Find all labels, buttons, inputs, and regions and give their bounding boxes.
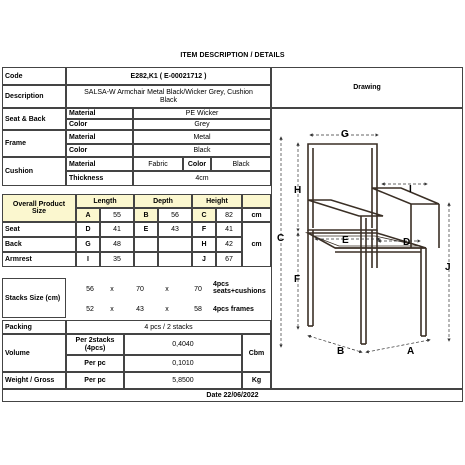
stack-r1-x2: x <box>165 285 169 293</box>
dim-H-letter: H <box>192 237 216 252</box>
cushion-thickness-label: Thickness <box>66 171 133 186</box>
cushion-material-value: Fabric <box>133 157 183 171</box>
weight-label: Weight / Gross <box>2 372 66 389</box>
dim-D-value: 41 <box>100 222 134 237</box>
dim-J-value: 67 <box>216 252 242 267</box>
dimension-lines <box>281 135 449 352</box>
description-value <box>66 85 271 108</box>
frame-material-value: Metal <box>133 130 271 144</box>
stack-r1-length: 56 <box>86 285 94 293</box>
chair-drawing <box>271 108 463 389</box>
volume-per2-label <box>66 334 124 355</box>
dim-H-value: 42 <box>216 237 242 252</box>
seat-back-color-value: Grey <box>133 119 271 130</box>
stack-r1-note-line2: seats+cushions <box>213 288 266 296</box>
frame-label: Frame <box>2 130 66 157</box>
height-header: Height <box>192 194 242 208</box>
label-H: H <box>294 185 302 196</box>
arm-empty-1 <box>134 252 158 267</box>
back-empty-1 <box>134 237 158 252</box>
cushion-thickness-value: 4cm <box>133 171 271 186</box>
date-footer: Date 22/06/2022 <box>2 389 463 402</box>
back-label: Back <box>2 237 76 252</box>
packing-label: Packing <box>2 320 66 334</box>
armrest-label: Armrest <box>2 252 76 267</box>
volume-perpc-label: Per pc <box>66 355 124 372</box>
dim-D-letter: D <box>76 222 100 237</box>
label-B: B <box>337 346 345 357</box>
drawing-label: Drawing <box>271 67 463 108</box>
arm-empty-2 <box>158 252 192 267</box>
packing-value: 4 pcs / 2 stacks <box>66 320 271 334</box>
weight-perpc-label: Per pc <box>66 372 124 389</box>
stack-r2-note: 4pcs frames <box>213 305 254 313</box>
stacks-label: Stacks Size (cm) <box>2 278 66 318</box>
stack-r2-height: 58 <box>194 305 202 313</box>
label-J: J <box>445 262 451 273</box>
label-D: D <box>403 237 411 248</box>
dim-C-value: 82 <box>216 208 242 222</box>
stack-r2-length: 52 <box>86 305 94 313</box>
label-F: F <box>294 274 301 285</box>
volume-unit: Cbm <box>242 334 271 372</box>
page-title: ITEM DESCRIPTION / DETAILS <box>180 52 285 59</box>
dim-I-value: 35 <box>100 252 134 267</box>
stack-r1-note <box>213 281 271 299</box>
dim-F-letter: F <box>192 222 216 237</box>
dim-G-letter: G <box>76 237 100 252</box>
volume-per2-value: 0,4040 <box>124 334 242 355</box>
seat-back-label: Seat & Back <box>2 108 66 130</box>
stack-r2-x1: x <box>110 305 114 313</box>
code-label: Code <box>2 67 66 85</box>
cushion-color-label: Color <box>183 157 211 171</box>
volume-label: Volume <box>2 334 66 372</box>
dim-B-value: 56 <box>158 208 192 222</box>
dim-E-letter: E <box>134 222 158 237</box>
seat-back-material-label: Material <box>66 108 133 119</box>
stack-r2-x2: x <box>165 305 169 313</box>
label-G: G <box>341 129 349 140</box>
depth-header: Depth <box>134 194 192 208</box>
dim-I-letter: I <box>76 252 100 267</box>
stack-r1-note-line1: 4pcs <box>213 281 229 288</box>
dim-unit-2: cm <box>242 222 271 267</box>
overall-size-line2: Size <box>31 208 46 215</box>
weight-value: 5,8500 <box>124 372 242 389</box>
description-line2: Black <box>159 96 178 104</box>
dim-A-letter: A <box>76 208 100 222</box>
length-header: Length <box>76 194 134 208</box>
stack-r2-depth: 43 <box>136 305 144 313</box>
weight-unit: Kg <box>242 372 271 389</box>
cushion-color-value: Black <box>211 157 271 171</box>
dim-J-letter: J <box>192 252 216 267</box>
stack-r1-depth: 70 <box>136 285 144 293</box>
dim-G-value: 48 <box>100 237 134 252</box>
seat-back-material-value: PE Wicker <box>133 108 271 119</box>
frame-color-label: Color <box>66 144 133 157</box>
label-A: A <box>407 346 415 357</box>
unit-header-spacer <box>242 194 271 208</box>
dim-A-value: 55 <box>100 208 134 222</box>
dim-unit-1: cm <box>242 208 271 222</box>
seat-back-color-label: Color <box>66 119 133 130</box>
volume-per2-line1: Per 2stacks <box>75 337 115 345</box>
dim-C-letter: C <box>192 208 216 222</box>
chair-outline <box>308 144 439 344</box>
frame-color-value: Black <box>133 144 271 157</box>
cushion-material-label: Material <box>66 157 133 171</box>
back-empty-2 <box>158 237 192 252</box>
seat-label: Seat <box>2 222 76 237</box>
label-E: E <box>342 235 349 246</box>
volume-per2-line2: (4pcs) <box>84 344 106 352</box>
frame-material-label: Material <box>66 130 133 144</box>
stack-r1-x1: x <box>110 285 114 293</box>
dim-B-letter: B <box>134 208 158 222</box>
description-label: Description <box>2 85 66 108</box>
label-I: I <box>409 184 412 195</box>
cushion-label: Cushion <box>2 157 66 186</box>
dim-E-value: 43 <box>158 222 192 237</box>
overall-size-line1: Overall Product <box>12 200 66 208</box>
stack-r1-height: 70 <box>194 285 202 293</box>
dim-F-value: 41 <box>216 222 242 237</box>
label-C: C <box>277 233 285 244</box>
overall-size-label <box>2 194 76 222</box>
description-line1: SALSA-W Armchair Metal Black/Wicker Grey, Cushion <box>84 89 253 97</box>
code-value: E282,K1 ( E-00021712 ) <box>66 67 271 85</box>
volume-perpc-value: 0,1010 <box>124 355 242 372</box>
